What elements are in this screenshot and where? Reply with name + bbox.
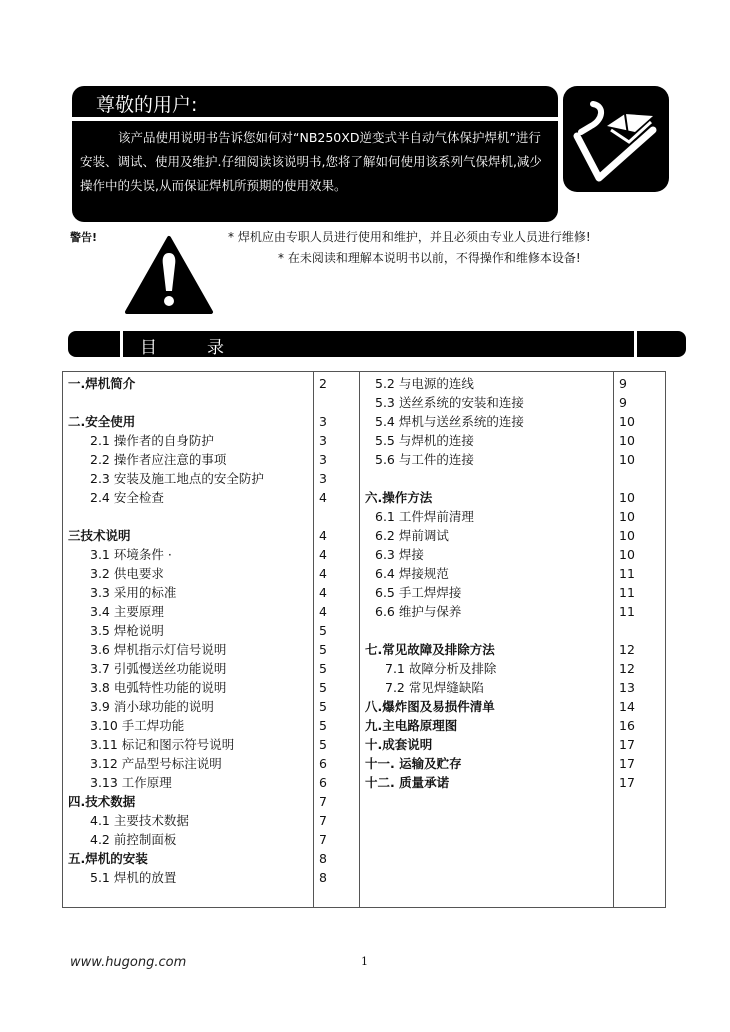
toc-page-number: 9 [619, 376, 627, 391]
toc-title: 目录 [140, 338, 274, 358]
toc-entry: 6.6 维护与保养 [375, 604, 462, 619]
toc-entry: 3.7 引弧慢送丝功能说明 [90, 661, 227, 676]
toc-entry: 十.成套说明 [365, 737, 433, 752]
toc-entry: 五.焊机的安装 [68, 851, 148, 866]
toc-entry: 6.1 工件焊前清理 [375, 509, 474, 524]
toc-col-divider [313, 372, 314, 907]
toc-page-number: 10 [619, 433, 635, 448]
toc-entry: 四.技术数据 [68, 794, 136, 809]
toc-page-number: 4 [319, 566, 327, 581]
toc-page-number: 10 [619, 509, 635, 524]
toc-entry: 八.爆炸图及易损件清单 [365, 699, 495, 714]
toc-entry: 7.1 故障分析及排除 [385, 661, 497, 676]
toc-entry: 3.4 主要原理 [90, 604, 164, 619]
toc-header-bar [68, 331, 686, 357]
toc-page-number: 17 [619, 737, 635, 752]
intro-paragraph: 该产品使用说明书告诉您如何对“NB250XD逆变式半自动气体保护焊机”进行安装、调试、使用及维护.仔细阅读该说明书,您将了解如何使用该系列气保焊机,减少操作中的失误,从而保证焊机所预期的使用效果。 [80, 130, 542, 193]
intro-title: 尊敬的用户: [96, 94, 198, 116]
footer-url: www.hugong.com [70, 955, 187, 970]
toc-entry: 5.1 焊机的放置 [90, 870, 177, 885]
toc-page-number: 5 [319, 699, 327, 714]
toc-entry: 3.1 环境条件 · [90, 547, 172, 562]
toc-page-number: 13 [619, 680, 635, 695]
toc-page-number: 10 [619, 452, 635, 467]
toc-page-number: 10 [619, 528, 635, 543]
warning-triangle-icon [124, 235, 214, 315]
toc-page-number: 11 [619, 566, 635, 581]
toc-entry: 3.12 产品型号标注说明 [90, 756, 222, 771]
toc-page-number: 5 [319, 661, 327, 676]
toc-table [62, 371, 666, 908]
toc-bar-divider-left [120, 331, 123, 357]
toc-page-number: 7 [319, 813, 327, 828]
toc-page-number: 7 [319, 794, 327, 809]
page-number: 1 [361, 955, 368, 968]
toc-page-number: 5 [319, 718, 327, 733]
toc-page-number: 9 [619, 395, 627, 410]
toc-entry: 3.13 工作原理 [90, 775, 172, 790]
toc-col-divider [359, 372, 360, 907]
toc-entry: 十一. 运输及贮存 [365, 756, 462, 771]
toc-entry: 3.9 消小球功能的说明 [90, 699, 214, 714]
toc-page-number: 5 [319, 680, 327, 695]
toc-page-number: 3 [319, 433, 327, 448]
toc-entry: 3.10 手工焊功能 [90, 718, 185, 733]
warning-label: 警告! [70, 231, 98, 244]
toc-entry: 3.8 电弧特性功能的说明 [90, 680, 227, 695]
toc-page-number: 8 [319, 851, 327, 866]
toc-entry: 5.5 与焊机的连接 [375, 433, 474, 448]
toc-entry: 5.4 焊机与送丝系统的连接 [375, 414, 524, 429]
toc-entry: 5.2 与电源的连线 [375, 376, 474, 391]
toc-entry: 6.4 焊接规范 [375, 566, 449, 581]
warning-line-2: * 在未阅读和理解本说明书以前，不得操作和维修本设备! [278, 251, 581, 265]
toc-entry: 3.2 供电要求 [90, 566, 164, 581]
toc-page-number: 11 [619, 585, 635, 600]
toc-entry: 2.3 安装及施工地点的安全防护 [90, 471, 264, 486]
book-reader-icon [563, 86, 669, 192]
toc-page-number: 10 [619, 414, 635, 429]
toc-page-number: 14 [619, 699, 635, 714]
toc-entry: 7.2 常见焊缝缺陷 [385, 680, 484, 695]
toc-page-number: 4 [319, 585, 327, 600]
toc-page-number: 10 [619, 547, 635, 562]
toc-entry: 2.2 操作者应注意的事项 [90, 452, 227, 467]
toc-entry: 九.主电路原理图 [365, 718, 458, 733]
toc-page-number: 8 [319, 870, 327, 885]
toc-page-number: 3 [319, 414, 327, 429]
toc-page-number: 3 [319, 471, 327, 486]
toc-entry: 5.3 送丝系统的安装和连接 [375, 395, 524, 410]
toc-entry: 4.1 主要技术数据 [90, 813, 189, 828]
toc-entry: 2.4 安全检查 [90, 490, 164, 505]
toc-page-number: 4 [319, 547, 327, 562]
toc-entry: 3.11 标记和图示符号说明 [90, 737, 235, 752]
toc-entry: 4.2 前控制面板 [90, 832, 177, 847]
toc-page-number: 12 [619, 661, 635, 676]
toc-page-number: 16 [619, 718, 635, 733]
toc-page-number: 10 [619, 490, 635, 505]
toc-entry: 三技术说明 [68, 528, 131, 543]
toc-bar-divider-right [634, 331, 637, 357]
toc-page-number: 5 [319, 737, 327, 752]
toc-entry: 3.3 采用的标准 [90, 585, 177, 600]
toc-entry: 一.焊机简介 [68, 376, 136, 391]
toc-entry: 6.3 焊接 [375, 547, 424, 562]
toc-entry: 六.操作方法 [365, 490, 433, 505]
toc-entry: 二.安全使用 [68, 414, 136, 429]
toc-entry: 3.6 焊机指示灯信号说明 [90, 642, 227, 657]
toc-page-number: 4 [319, 604, 327, 619]
toc-page-number: 5 [319, 642, 327, 657]
intro-paragraph-block [80, 126, 552, 198]
toc-page-number: 7 [319, 832, 327, 847]
toc-page-number: 4 [319, 490, 327, 505]
toc-page-number: 2 [319, 376, 327, 391]
toc-entry: 5.6 与工件的连接 [375, 452, 474, 467]
toc-entry: 6.5 手工焊焊接 [375, 585, 462, 600]
toc-entry: 七.常见故障及排除方法 [365, 642, 495, 657]
toc-page-number: 17 [619, 775, 635, 790]
toc-entry: 十二. 质量承诺 [365, 775, 450, 790]
toc-page-number: 4 [319, 528, 327, 543]
toc-page-number: 6 [319, 775, 327, 790]
toc-entry: 6.2 焊前调试 [375, 528, 449, 543]
toc-page-number: 6 [319, 756, 327, 771]
toc-page-number: 3 [319, 452, 327, 467]
toc-page-number: 5 [319, 623, 327, 638]
toc-page-number: 17 [619, 756, 635, 771]
toc-page-number: 11 [619, 604, 635, 619]
toc-entry: 3.5 焊枪说明 [90, 623, 164, 638]
warning-line-1: * 焊机应由专职人员进行使用和维护，并且必须由专业人员进行维修! [228, 230, 591, 244]
intro-banner [72, 86, 558, 222]
toc-col-divider [613, 372, 614, 907]
toc-page-number: 12 [619, 642, 635, 657]
intro-divider [72, 117, 558, 121]
toc-entry: 2.1 操作者的自身防护 [90, 433, 214, 448]
